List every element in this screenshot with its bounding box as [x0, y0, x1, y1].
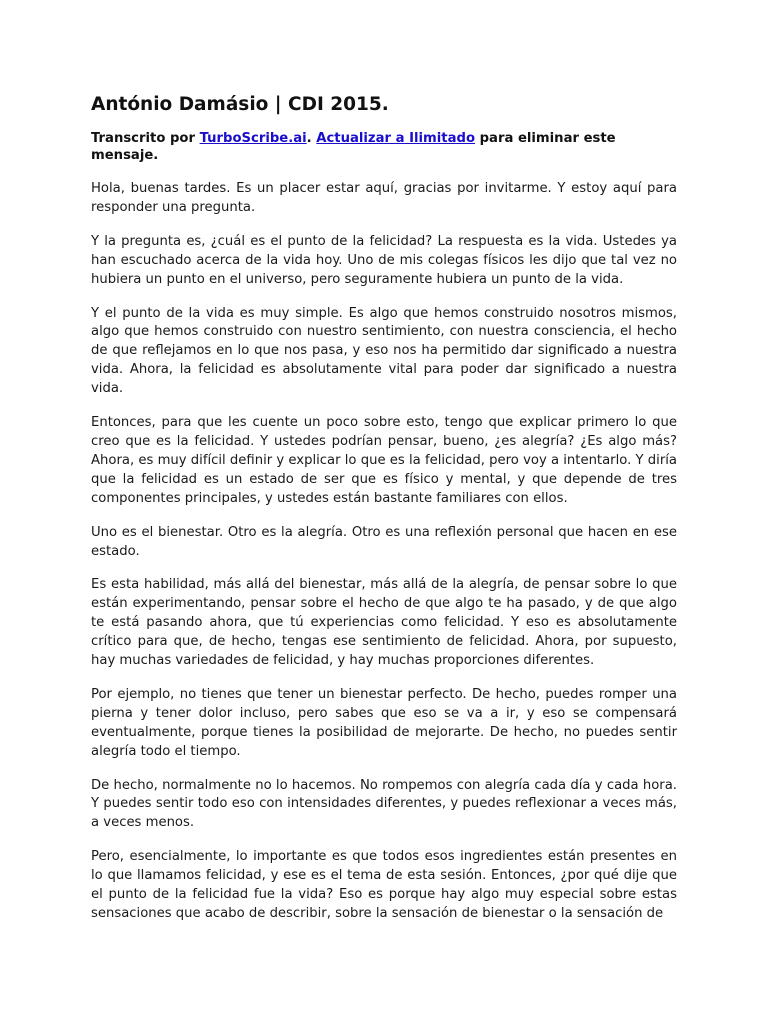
- notice-between: .: [306, 131, 317, 146]
- paragraph: Pero, esencialmente, lo importante es que todos esos ingredientes están presentes en lo que llamamos felicidad, y ese es el tema de esta sesión. Entonces, ¿por qué dije que el punto de la felicidad fue la vida? Eso es porque hay algo muy especial sobre estas sensaciones que acabo de describir, sobre la sensación de bienestar o la sensación de: [91, 849, 677, 921]
- notice-suffix: para eliminar este mensaje.: [91, 131, 616, 163]
- paragraph: Es esta habilidad, más allá del bienestar, más allá de la alegría, de pensar sobre lo que están experimentando, pensar sobre el hecho de que algo te ha pasado, y de que algo te está pasando ahora, que tú experiencias como felicidad. Y eso es absolutamente crítico para que, de hecho, tengas ese sentimiento de felicidad. Ahora, por supuesto, hay muchas variedades de felicidad, y hay muchas proporciones diferentes.: [91, 577, 677, 669]
- paragraph: Entonces, para que les cuente un poco sobre esto, tengo que explicar primero lo que creo que es la felicidad. Y ustedes podrían pensar, bueno, ¿es alegría? ¿Es algo más? Ahora, es muy difícil definir y explicar lo que es la felicidad, pero voy a intentarlo. Y diría que la felicidad es un estado de ser que es físico y mental, y que depende de tres componentes principales, y ustedes están bastante familiares con ellos.: [91, 415, 677, 506]
- paragraph: Por ejemplo, no tienes que tener un bienestar perfecto. De hecho, puedes romper una pierna y tener dolor incluso, pero sabes que eso se va a ir, y eso se compensará eventualmente, porque tienes la posibilidad de mejorarte. De hecho, no puedes sentir alegría todo el tiempo.: [91, 686, 677, 759]
- document-title: António Damásio | CDI 2015.: [91, 94, 389, 115]
- paragraph: Hola, buenas tardes. Es un placer estar aquí, gracias por invitarme. Y estoy aquí para responder una pregunta.: [91, 181, 677, 215]
- upgrade-unlimited-link[interactable]: Actualizar a Ilimitado: [316, 131, 476, 146]
- document-page: [91, 92, 677, 939]
- turboscribe-link[interactable]: TurboScribe.ai: [199, 131, 307, 146]
- paragraph: Y el punto de la vida es muy simple. Es algo que hemos construido nosotros mismos, algo que hemos construido con nuestro sentimiento, con nuestra consciencia, el hecho de que reflejamos en lo que nos pasa, y eso nos ha permitido dar significado a nuestra vida. Ahora, la felicidad es absolutamente vital para poder dar significado a nuestra vida.: [91, 305, 677, 397]
- paragraph: De hecho, normalmente no lo hacemos. No rompemos con alegría cada día y cada hora. Y puedes sentir todo eso con intensidades diferentes, y puedes reflexionar a veces más, a veces menos.: [91, 777, 677, 831]
- transcription-notice: [91, 130, 677, 164]
- paragraph: Uno es el bienestar. Otro es la alegría. Otro es una reflexión personal que hacen en ese estado.: [91, 524, 677, 559]
- paragraph: Y la pregunta es, ¿cuál es el punto de la felicidad? La respuesta es la vida. Ustedes ya han escuchado acerca de la vida hoy. Uno de mis colegas físicos les dijo que tal vez no hubiera un punto en el universo, pero seguramente hubiera un punto de la vida.: [91, 233, 677, 287]
- notice-prefix: Transcrito por: [91, 131, 200, 146]
